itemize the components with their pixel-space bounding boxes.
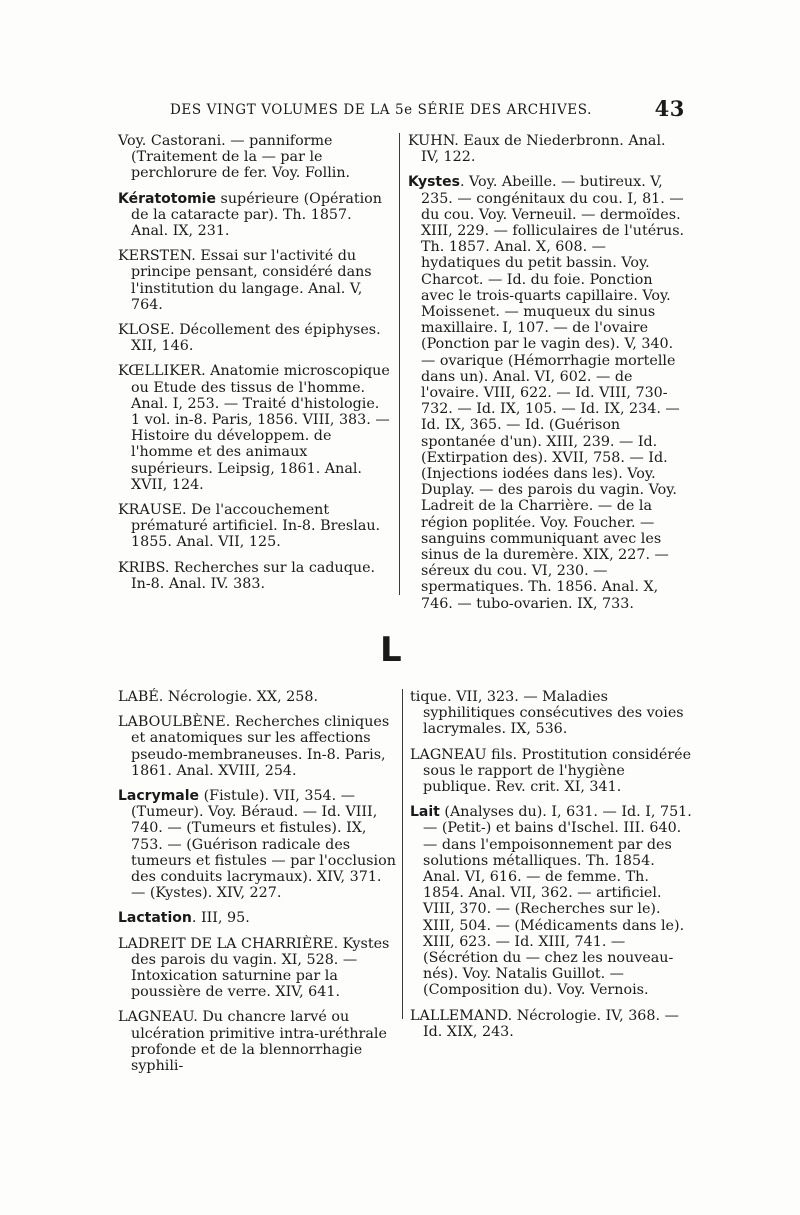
header-title: DES VINGT VOLUMES DE LA 5e SÉRIE DES ARCHIVES.: [170, 102, 593, 118]
entry-text: KRAUSE. De l'accouchement prématuré artificiel. In-8. Breslau. 1855. Anal. VII, 125.: [118, 502, 381, 551]
index-entry: [118, 936, 396, 1001]
entry-text: LAGNEAU. Du chancre larvé ou ulcération primitive intra-uréthrale profonde et de la blennorrhagie syphili-: [118, 1009, 387, 1075]
entry-text: (Fistule). VII, 354. — (Tumeur). Voy. Béraud. — Id. VIII, 740. — (Tumeurs et fistules). IX, 753. — (Guérison radicale des tumeurs et fistules — par l'occlusion des conduits lacrymaux). XIV, 371. — (Kystes). XIV, 227.: [131, 788, 396, 902]
index-entry: [118, 133, 390, 182]
entry-text: . Voy. Abeille. — butireux. V, 235. — congénitaux du cou. I, 81. — du cou. Voy. Verneuil. — dermoïdes. XIII, 229. — folliculaires de l'utérus. Th. 1857. Anal. X, 608. — hydatiques du petit bassin. Voy. Charcot. — Id. du foie. Ponction avec le trois-quarts capillaire. Voy. Moissenet. — muqueux du sinus maxillaire. I, 107. — de l'ovaire (Ponction par le vagin des). V, 340. — ovarique (Hémorrhagie mortelle dans un). Anal. VI, 602. — de l'ovaire. VIII, 622. — Id. VIII, 730-732. — Id. IX, 105. — Id. IX, 234. — Id. IX, 365. — Id. (Guérison spontanée d'un). XIII, 239. — Id. (Extirpation des). XVII, 758. — Id. (Injections iodées dans les). Voy. Duplay. — des parois du vagin. Voy. Ladreit de la Charrière. — de la région poplitée. Voy. Foucher. — sanguins communiquant avec les sinus de la duremère. XIX, 227. — séreux du cou. VI, 230. — spermatiques. Th. 1856. Anal. X, 746. — tubo-ovarien. IX, 733.: [421, 174, 685, 612]
entry-heading: Kératotomie: [118, 190, 216, 207]
column-bottom-right: [410, 689, 692, 1049]
entry-text: LADREIT DE LA CHARRIÈRE. Kystes des parois du vagin. XI, 528. — Intoxication saturnine par la poussière de verre. XIV, 641.: [118, 935, 390, 1001]
column-divider-bottom: [402, 689, 403, 1019]
column-top-left: [118, 133, 390, 601]
index-entry: [118, 560, 390, 592]
index-entry: [118, 248, 390, 313]
entry-text: LALLEMAND. Nécrologie. IV, 368. — Id. XIX, 243.: [410, 1007, 679, 1040]
entry-text: tique. VII, 323. — Maladies syphilitiques consécutives des voies lacrymales. IX, 536.: [410, 689, 684, 738]
index-entry: [408, 133, 686, 165]
index-entry: [118, 363, 390, 493]
index-entry: [118, 502, 390, 551]
entry-heading: Lactation: [118, 910, 192, 927]
index-entry: [410, 689, 692, 738]
entry-text: KERSTEN. Essai sur l'activité du principe pensant, considéré dans l'institution du langage. Anal. V, 764.: [118, 248, 372, 313]
entry-text: KUHN. Eaux de Niederbronn. Anal. IV, 122.: [408, 133, 666, 166]
column-bottom-left: [118, 689, 396, 1083]
entry-text: LABOULBÈNE. Recherches cliniques et anatomiques sur les affections pseudo-membraneuses. In-8. Paris, 1861. Anal. XVIII, 254.: [118, 714, 390, 779]
entry-text: (Analyses du). I, 631. — Id. I, 751. — (Petit-) et bains d'Ischel. III. 640. — dans l'empoisonnement par des solutions métalliques. Th. 1854. Anal. VI, 616. — de femme. Th. 1854. Anal. VII, 362. — artificiel. VIII, 370. — (Recherches sur le). XIII, 504. — (Médicaments dans le). XIII, 623. — Id. XIII, 741. — (Sécrétion du — chez les nouveau-nés). Voy. Natalis Guillot. — (Composition du). Voy. Vernois.: [423, 804, 692, 999]
page-number: 43: [654, 96, 685, 121]
index-entry: [118, 689, 396, 705]
entry-text: . III, 95.: [191, 910, 250, 927]
entry-text: KLOSE. Décollement des épiphyses. XII, 146.: [118, 322, 381, 355]
entry-heading: Kystes: [408, 174, 460, 191]
index-entry: [118, 322, 390, 354]
index-entry: [118, 910, 396, 926]
index-entry: [118, 191, 390, 240]
entry-text: LAGNEAU fils. Prostitution considérée sous le rapport de l'hygiène publique. Rev. crit. XI, 341.: [410, 746, 692, 796]
index-entry: [410, 804, 692, 998]
entry-text: LABÉ. Nécrologie. XX, 258.: [118, 689, 319, 705]
entry-text: KŒLLIKER. Anatomie microscopique ou Etude des tissus de l'homme. Anal. I, 253. — Traité d'histologie. 1 vol. in-8. Paris, 1856. VIII, 383. — Histoire du développem. de l'homme et des animaux supérieurs. Leipsig, 1861. Anal. XVII, 124.: [118, 363, 390, 493]
index-entry: [410, 1008, 692, 1040]
entry-heading: Lait: [410, 804, 440, 821]
running-header: [170, 96, 685, 126]
index-entry: [118, 1009, 396, 1074]
index-entry: [408, 174, 686, 611]
column-divider-top: [399, 133, 400, 595]
entry-text: KRIBS. Recherches sur la caduque. In-8. Anal. IV. 383.: [118, 559, 376, 592]
entry-heading: Lacrymale: [118, 788, 200, 805]
entry-text: Voy. Castorani. — panniforme (Traitement de la — par le perchlorure de fer. Voy. Follin.: [118, 133, 351, 182]
entry-text: supérieure (Opération de la cataracte par). Th. 1857. Anal. IX, 231.: [131, 190, 382, 240]
index-entry: [118, 788, 396, 901]
section-letter: L: [380, 630, 402, 670]
index-entry: [410, 747, 692, 796]
index-entry: [118, 714, 396, 779]
column-top-right: [408, 133, 686, 621]
